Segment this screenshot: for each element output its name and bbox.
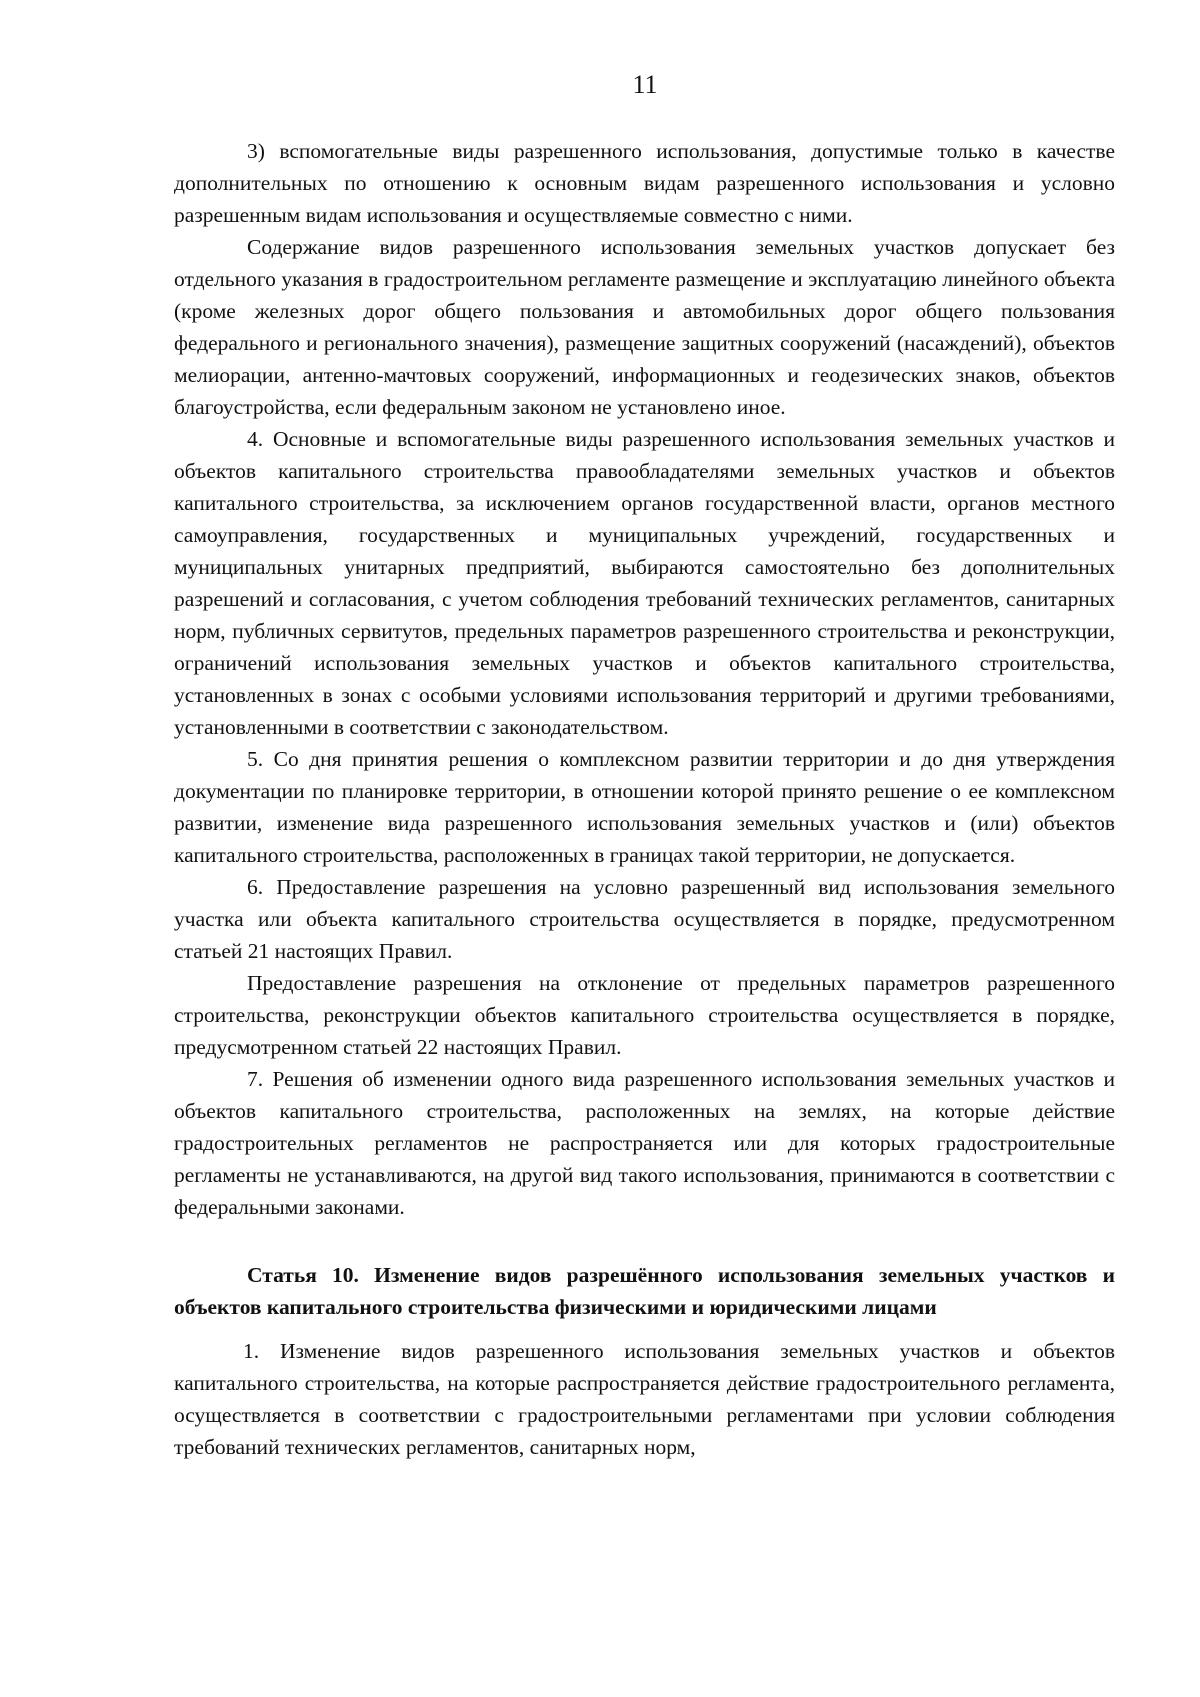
paragraph-land-use-content: Содержание видов разрешенного использования земельных участков допускает без отдельного указания в градостроительном регламенте размещение и эксплуатацию линейного объекта (кроме железных дорог общего пользования и автомобильных дорог общего пользования федерального и регионального значения), размещение защитных сооружений (насаждений), объектов мелиорации, антенно-мачтовых сооружений, информационных и геодезических знаков, объектов благоустройства, если федеральным законом не установлено иное. <box>174 235 1115 419</box>
page-number: 11 <box>632 70 658 99</box>
article-10-heading: Статья 10. Изменение видов разрешённого использования земельных участков и объектов капитального строительства физическими и юридическими лицами <box>174 1263 1115 1319</box>
article-10-paragraph-1: 1. Изменение видов разрешенного использования земельных участков и объектов капитального строительства, на которые распространяется действие градостроительного регламента, осуществляется в соответствии с градостроительными регламентами при условии соблюдения требований технических регламентов, санитарных норм, <box>174 1339 1115 1459</box>
paragraph-item-3: 3) вспомогательные виды разрешенного использования, допустимые только в качестве дополнительных по отношению к основным видам разрешенного использования и условно разрешенным видам использования и осуществляемые совместно с ними. <box>174 139 1115 227</box>
document-body <box>174 135 1115 1463</box>
paragraph-deviation-permit: Предоставление разрешения на отклонение от предельных параметров разрешенного строительства, реконструкции объектов капитального строительства осуществляется в порядке, предусмотренном статьей 22 настоящих Правил. <box>174 971 1115 1059</box>
paragraph-6: 6. Предоставление разрешения на условно разрешенный вид использования земельного участка или объекта капитального строительства осуществляется в порядке, предусмотренном статьей 21 настоящих Правил. <box>174 875 1115 963</box>
paragraph-4: 4. Основные и вспомогательные виды разрешенного использования земельных участков и объектов капитального строительства правообладателями земельных участков и объектов капитального строительства, за исключением органов государственной власти, органов местного самоуправления, государственных и муниципальных учреждений, государственных и муниципальных унитарных предприятий, выбираются самостоятельно без дополнительных разрешений и согласования, с учетом соблюдения требований технических регламентов, санитарных норм, публичных сервитутов, предельных параметров разрешенного строительства и реконструкции, ограничений использования земельных участков и объектов капитального строительства, установленных в зонах с особыми условиями использования территорий и другими требованиями, установленными в соответствии с законодательством. <box>174 427 1115 739</box>
paragraph-5: 5. Со дня принятия решения о комплексном развитии территории и до дня утверждения документации по планировке территории, в отношении которой принято решение о ее комплексном развитии, изменение вида разрешенного использования земельных участков и (или) объектов капитального строительства, расположенных в границах такой территории, не допускается. <box>174 747 1115 867</box>
paragraph-7: 7. Решения об изменении одного вида разрешенного использования земельных участков и объектов капитального строительства, расположенных на землях, на которые действие градостроительных регламентов не распространяется или для которых градостроительные регламенты не устанавливаются, на другой вид такого использования, принимаются в соответствии с федеральными законами. <box>174 1067 1115 1219</box>
